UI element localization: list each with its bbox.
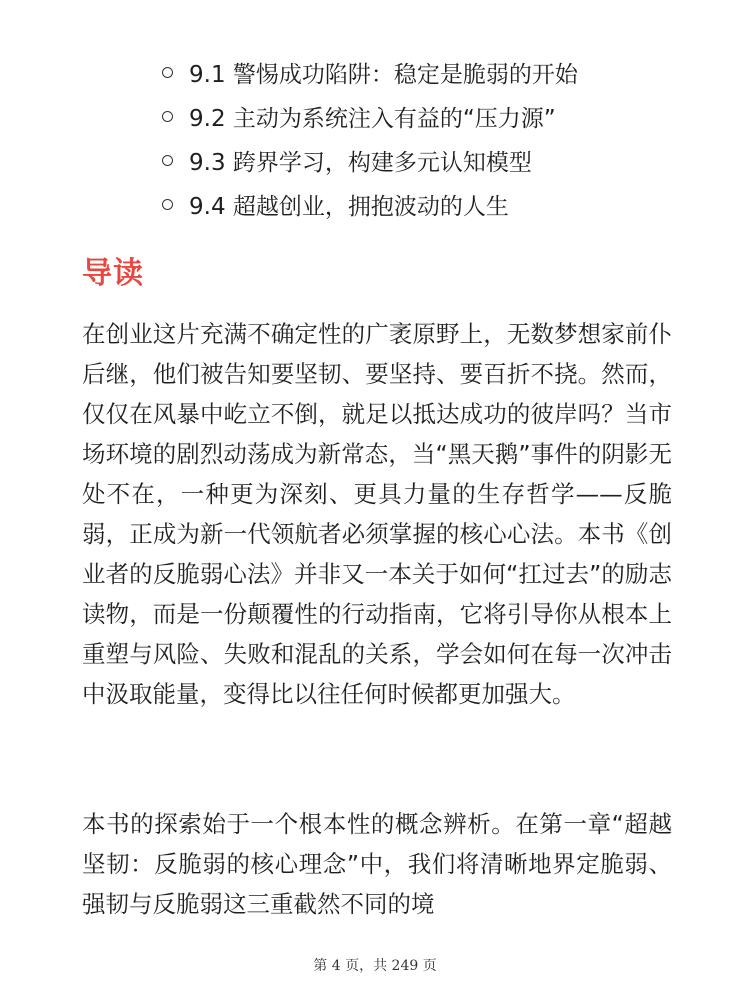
body-paragraph: 在创业这片充满不确定性的广袤原野上，无数梦想家前仆后继，他们被告知要坚韧、要坚持、要百折不挠。然而，仅仅在风暴中屹立不倒，就足以抵达成功的彼岸吗？当市场环境的剧烈动荡成为新常态，当“黑天鹅”事件的阴影无处不在，一种更为深刻、更具力量的生存哲学——反脆弱，正成为新一代领航者必须掌握的核心心法。本书《创业者的反脆弱心法》并非又一本关于如何“扛过去”的励志读物，而是一份颠覆性的行动指南，它将引导你从根本上重塑与风险、失败和混乱的关系，学会如何在每一次冲击中汲取能量，变得比以往任何时候都更加强大。 xyxy=(82,320,672,708)
toc-item[interactable] xyxy=(162,138,578,182)
toc-item-label: 9.4 超越创业，拥抱波动的人生 xyxy=(189,193,509,220)
toc-item[interactable] xyxy=(162,50,578,94)
circle-bullet-icon xyxy=(162,155,173,166)
circle-bullet-icon xyxy=(162,67,173,78)
toc-item-label: 9.2 主动为系统注入有益的“压力源” xyxy=(189,105,556,132)
section-heading: 导读 xyxy=(82,256,144,291)
toc-list xyxy=(162,50,578,226)
circle-bullet-icon xyxy=(162,111,173,122)
page-number: 第 4 页，共 249 页 xyxy=(313,958,437,974)
toc-item[interactable] xyxy=(162,182,578,226)
toc-item[interactable] xyxy=(162,94,578,138)
body-paragraph: 本书的探索始于一个根本性的概念辨析。在第一章“超越坚韧：反脆弱的核心理念”中，我们将清晰地界定脆弱、强韧与反脆弱这三重截然不同的境 xyxy=(82,810,672,918)
toc-item-label: 9.3 跨界学习，构建多元认知模型 xyxy=(189,149,532,176)
toc-item-label: 9.1 警惕成功陷阱：稳定是脆弱的开始 xyxy=(189,61,578,88)
circle-bullet-icon xyxy=(162,199,173,210)
